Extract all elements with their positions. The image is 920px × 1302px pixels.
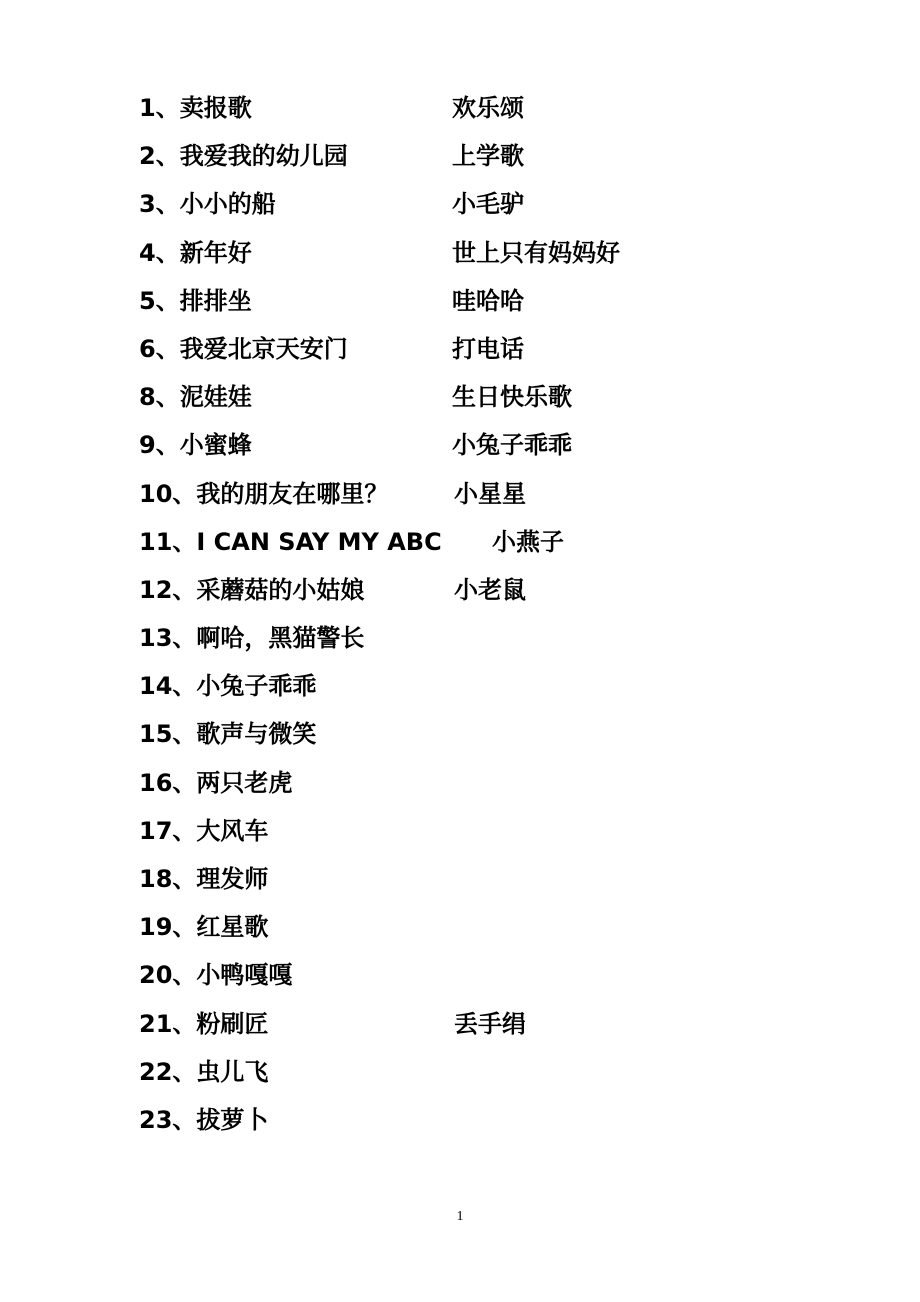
list-row — [139, 666, 839, 714]
song-title-secondary: 世上只有妈妈好 — [452, 238, 620, 267]
song-title: 9、小蜜蜂 — [139, 431, 252, 460]
song-title: 13、啊哈，黑猫警长 — [139, 624, 365, 653]
list-row — [139, 1052, 839, 1100]
song-title-secondary: 小兔子乖乖 — [452, 431, 572, 460]
list-row — [139, 1100, 839, 1148]
song-title-secondary: 哇哈哈 — [452, 286, 524, 315]
list-row — [139, 859, 839, 907]
song-title: 1、卖报歌 — [139, 94, 252, 122]
song-title: 5、排排坐 — [139, 286, 252, 315]
song-title-secondary: 丢手绢 — [454, 1009, 526, 1038]
list-row — [139, 88, 839, 136]
song-title-secondary: 打电话 — [452, 334, 524, 363]
list-row — [139, 618, 839, 666]
song-title-secondary: 上学歌 — [452, 142, 524, 171]
song-title: 22、虫儿飞 — [139, 1057, 269, 1086]
list-row — [139, 570, 839, 618]
song-title-secondary: 小毛驴 — [452, 190, 524, 219]
song-title: 6、我爱北京天安门 — [139, 334, 348, 363]
song-title: 3、小小的船 — [139, 190, 276, 219]
song-list — [139, 88, 839, 1148]
list-row — [139, 233, 839, 281]
list-row — [139, 763, 839, 811]
song-title: 21、粉刷匠 — [139, 1009, 269, 1038]
list-row — [139, 425, 839, 473]
song-title: 23、拔萝卜 — [139, 1105, 269, 1134]
list-row — [139, 907, 839, 955]
list-row — [139, 1004, 839, 1052]
list-row — [139, 811, 839, 859]
song-title: 17、大风车 — [139, 816, 269, 845]
song-title: 11、I CAN SAY MY ABC — [139, 527, 442, 556]
list-row — [139, 377, 839, 425]
song-title: 14、小兔子乖乖 — [139, 672, 317, 701]
song-title: 15、歌声与微笑 — [139, 720, 317, 749]
page-number: 1 — [456, 1209, 464, 1224]
list-row — [139, 474, 839, 522]
list-row — [139, 136, 839, 184]
list-row — [139, 281, 839, 329]
song-title: 18、理发师 — [139, 865, 269, 893]
song-title-secondary: 小燕子 — [492, 527, 564, 556]
song-title: 12、采蘑菇的小姑娘 — [139, 575, 365, 604]
song-title: 16、两只老虎 — [139, 768, 293, 797]
song-title-secondary: 小星星 — [454, 479, 526, 508]
song-title: 20、小鸭嘎嘎 — [139, 961, 293, 990]
song-title: 19、红星歌 — [139, 913, 269, 942]
song-title-secondary: 欢乐颂 — [452, 94, 524, 122]
song-title: 4、新年好 — [139, 238, 252, 267]
list-row — [139, 522, 839, 570]
list-row — [139, 184, 839, 232]
list-row — [139, 329, 839, 377]
list-row — [139, 714, 839, 762]
list-row — [139, 955, 839, 1003]
song-title: 2、我爱我的幼儿园 — [139, 142, 348, 171]
song-title-secondary: 生日快乐歌 — [452, 383, 572, 412]
song-title: 10、我的朋友在哪里？ — [139, 479, 389, 508]
song-title: 8、泥娃娃 — [139, 383, 252, 412]
song-title-secondary: 小老鼠 — [454, 575, 526, 604]
